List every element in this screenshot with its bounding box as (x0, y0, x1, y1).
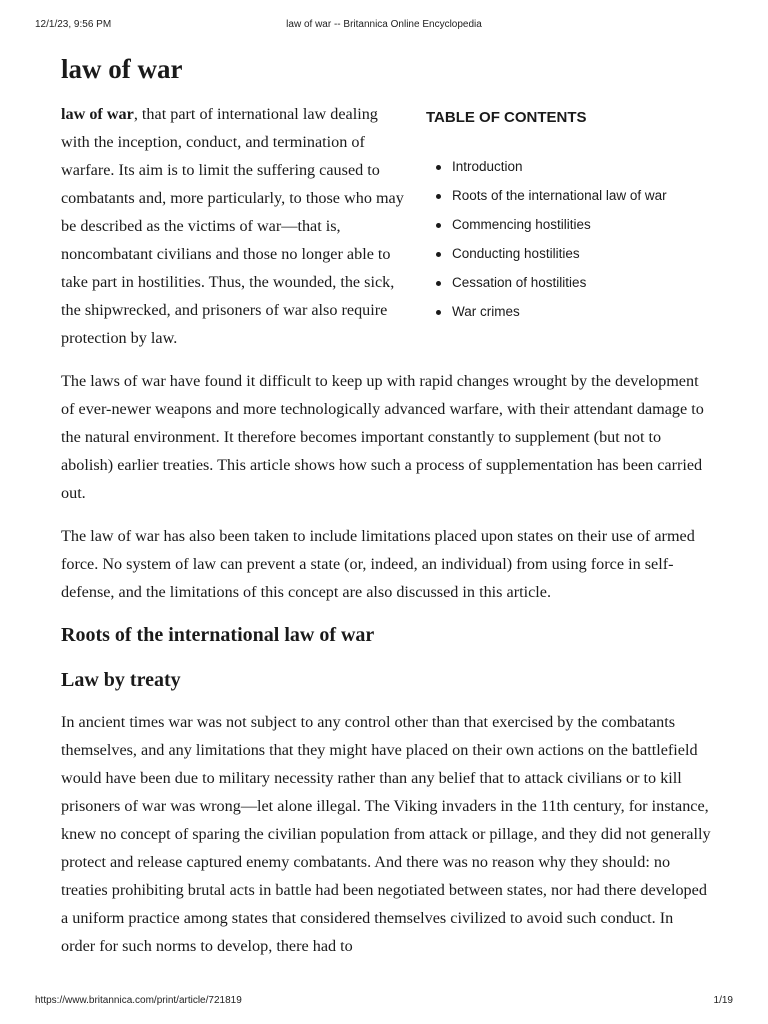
paragraph-4: In ancient times war was not subject to any control other than that exercised by the combatants themselves, and any limitations that they might have placed on their own actions on the battlefield would have been due to military necessity rather than any belief that to attack civilians or to kill prisoners of war was wrong—let alone illegal. The Viking invaders in the 11th century, for instance, knew no concept of sparing the civilian population from attack or pillage, and they did not generally protect and release captured enemy combatants. And there was no reason why they should: no treaties prohibiting brutal acts in battle had been negotiated between states, nor had there developed a uniform practice among states that considered themselves civilized to avoid such conduct. In order for such norms to develop, there had to (61, 713, 711, 955)
article-title: law of war (61, 54, 183, 84)
intro-term: law of war (61, 105, 134, 123)
intro-text: , that part of international law dealing with the inception, conduct, and termination of warfare. Its aim is to limit the suffering caused to combatants and, more particularly, to those who may be described as the victims of war—that is, noncombatant civilians and those no longer able to take part in hostilities. Thus, the wounded, the sick, the shipwrecked, and prisoners of war also require protection by law. (61, 105, 404, 347)
article-content (61, 50, 711, 975)
toc-item-introduction[interactable]: Introduction (436, 152, 711, 181)
print-date: 12/1/23, 9:56 PM (35, 19, 112, 30)
print-title: law of war -- Britannica Online Encyclopedia (286, 19, 482, 30)
toc-heading: TABLE OF CONTENTS (426, 109, 587, 126)
table-of-contents (426, 108, 711, 326)
toc-item-conducting[interactable]: Conducting hostilities (436, 239, 711, 268)
toc-item-commencing[interactable]: Commencing hostilities (436, 210, 711, 239)
toc-item-war-crimes[interactable]: War crimes (436, 297, 711, 326)
page-number: 1/19 (713, 995, 733, 1006)
paragraph-2: The laws of war have found it difficult to keep up with rapid changes wrought by the development of ever-newer weapons and more technologically advanced warfare, with their attendant damage to the natural environment. It therefore becomes important constantly to supplement (but not to abolish) earlier treaties. This article shows how such a process of supplementation has been carried out. (61, 372, 704, 502)
subsection-heading-law-by-treaty: Law by treaty (61, 669, 181, 691)
section-heading-roots: Roots of the international law of war (61, 624, 375, 646)
paragraph-3: The law of war has also been taken to include limitations placed upon states on their use of armed force. No system of law can prevent a state (or, indeed, an individual) from using force in self-defense, and the limitations of this concept are also discussed in this article. (61, 527, 695, 601)
toc-item-cessation[interactable]: Cessation of hostilities (436, 268, 711, 297)
print-header (35, 19, 733, 33)
print-url: https://www.britannica.com/print/article/721819 (35, 995, 242, 1006)
toc-item-roots[interactable]: Roots of the international law of war (436, 181, 711, 210)
print-footer (35, 995, 733, 1009)
toc-list (426, 152, 711, 326)
